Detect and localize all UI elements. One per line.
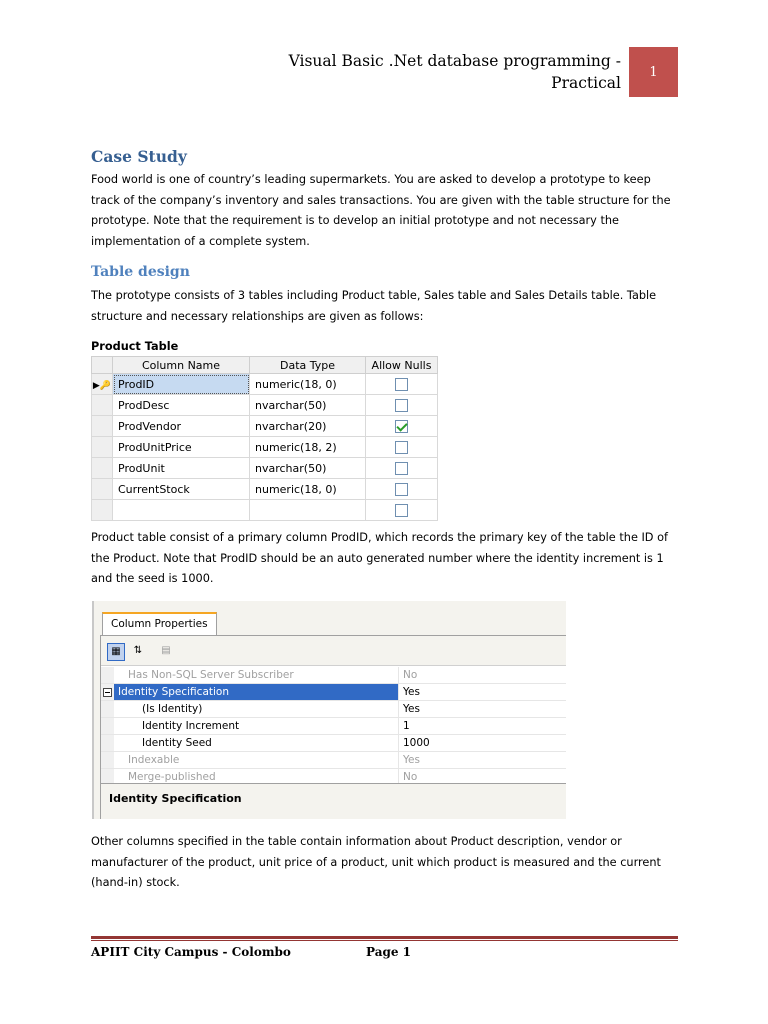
case-study-line: implementation of a complete system. [91, 234, 310, 248]
property-row[interactable] [101, 735, 566, 752]
properties-toolbar [101, 636, 566, 666]
table-row[interactable] [92, 416, 438, 437]
column-name-cell[interactable]: ProdUnit [113, 458, 250, 479]
property-name: Merge-published [114, 769, 399, 785]
row-selector [92, 458, 113, 479]
property-value[interactable]: No [403, 669, 418, 681]
header-title-line-2: Practical [551, 74, 621, 92]
row-selector-header [92, 357, 113, 374]
allow-nulls-checkbox[interactable] [366, 374, 438, 395]
product-table-label: Product Table [91, 340, 179, 353]
case-study-line: track of the company’s inventory and sales transactions. You are given with the table structure for the [91, 193, 671, 207]
other-columns-line: Other columns specified in the table contain information about Product description, vendor or [91, 835, 622, 848]
property-row[interactable] [101, 752, 566, 769]
property-name: Identity Seed [114, 735, 399, 751]
allow-nulls-header: Allow Nulls [366, 357, 438, 374]
row-selector [92, 479, 113, 500]
allow-nulls-checkbox[interactable] [366, 395, 438, 416]
product-description-line: the Product. Note that ProdID should be an auto generated number where the identity increment is 1 [91, 551, 664, 565]
footer-page-number: Page 1 [366, 945, 412, 959]
property-row[interactable] [101, 684, 566, 701]
case-study-paragraph [91, 170, 671, 252]
data-type-cell[interactable]: numeric(18, 0) [250, 479, 366, 500]
column-name-cell[interactable] [113, 500, 250, 521]
row-selector [92, 395, 113, 416]
footer-rule [91, 936, 678, 941]
case-study-heading: Case Study [91, 147, 187, 166]
table-design-paragraph [91, 286, 671, 327]
allow-nulls-checkbox[interactable] [366, 479, 438, 500]
property-value[interactable]: Yes [403, 703, 420, 715]
data-type-cell[interactable]: numeric(18, 2) [250, 437, 366, 458]
footer-campus: APIIT City Campus - Colombo [91, 945, 291, 959]
collapse-icon[interactable] [103, 688, 112, 697]
data-type-cell[interactable] [250, 500, 366, 521]
property-value[interactable]: Yes [403, 754, 420, 766]
property-pages-icon[interactable]: ▤ [161, 645, 171, 656]
data-type-cell[interactable]: numeric(18, 0) [250, 374, 366, 395]
allow-nulls-checkbox[interactable] [366, 416, 438, 437]
column-name-header: Column Name [113, 357, 250, 374]
property-name: Identity Increment [114, 718, 399, 734]
table-design-line: The prototype consists of 3 tables including Product table, Sales table and Sales Details table. Table [91, 289, 657, 302]
table-row[interactable] [92, 395, 438, 416]
property-name: Has Non-SQL Server Subscriber [114, 667, 399, 683]
product-table [91, 356, 438, 521]
allow-nulls-checkbox[interactable] [366, 500, 438, 521]
table-row[interactable] [92, 437, 438, 458]
allow-nulls-checkbox[interactable] [366, 458, 438, 479]
column-name-cell[interactable]: ProdID [113, 374, 250, 395]
product-description-line: and the seed is 1000. [91, 572, 214, 585]
property-name: Indexable [114, 752, 399, 768]
header-title-line-1: Visual Basic .Net database programming - [288, 52, 621, 70]
allow-nulls-checkbox[interactable] [366, 437, 438, 458]
other-columns-line: manufacturer of the product, unit price of a product, unit which product is measured and the current [91, 855, 661, 869]
case-study-line: prototype. Note that the requirement is to develop an initial prototype and not necessary the [91, 214, 619, 227]
property-name: (Is Identity) [114, 701, 399, 717]
data-type-cell[interactable]: nvarchar(50) [250, 395, 366, 416]
row-selector [92, 500, 113, 521]
property-row[interactable] [101, 718, 566, 735]
data-type-cell[interactable]: nvarchar(50) [250, 458, 366, 479]
row-selector [92, 437, 113, 458]
sort-alphabetical-icon[interactable]: ⇅ [133, 645, 143, 656]
property-description: Identity Specification [101, 783, 566, 819]
table-row[interactable] [92, 458, 438, 479]
row-selector [92, 416, 113, 437]
column-name-cell[interactable]: CurrentStock [113, 479, 250, 500]
column-name-cell[interactable]: ProdVendor [113, 416, 250, 437]
property-value[interactable]: 1000 [403, 737, 430, 749]
product-description-paragraph [91, 528, 671, 590]
property-value[interactable]: Yes [403, 686, 420, 698]
property-name: Identity Specification [114, 684, 399, 700]
table-row[interactable] [92, 479, 438, 500]
document-header-title [221, 50, 621, 94]
table-row[interactable] [92, 374, 438, 395]
column-properties-tab[interactable]: Column Properties [102, 612, 217, 636]
other-columns-line: (hand-in) stock. [91, 876, 180, 889]
other-columns-paragraph [91, 832, 671, 894]
data-type-cell[interactable]: nvarchar(20) [250, 416, 366, 437]
table-design-line: structure and necessary relationships are given as follows: [91, 309, 424, 323]
column-name-cell[interactable]: ProdUnitPrice [113, 437, 250, 458]
property-row[interactable] [101, 701, 566, 718]
column-properties-body [100, 635, 566, 819]
column-name-cell[interactable]: ProdDesc [113, 395, 250, 416]
table-row[interactable] [92, 500, 438, 521]
property-row[interactable] [101, 667, 566, 684]
categorized-icon[interactable]: ▦ [107, 643, 125, 661]
data-type-header: Data Type [250, 357, 366, 374]
property-value[interactable]: 1 [403, 720, 410, 732]
properties-grid [101, 667, 566, 786]
case-study-line: Food world is one of country’s leading supermarkets. You are asked to develop a prototype to keep [91, 173, 651, 186]
table-design-heading: Table design [91, 264, 190, 280]
header-page-number: 1 [629, 47, 678, 97]
column-properties-panel [92, 601, 566, 819]
primary-key-icon: ▶🔑 [92, 374, 113, 395]
property-value[interactable]: No [403, 771, 418, 783]
product-description-line: Product table consist of a primary column ProdID, which records the primary key of the table the ID of [91, 531, 668, 544]
